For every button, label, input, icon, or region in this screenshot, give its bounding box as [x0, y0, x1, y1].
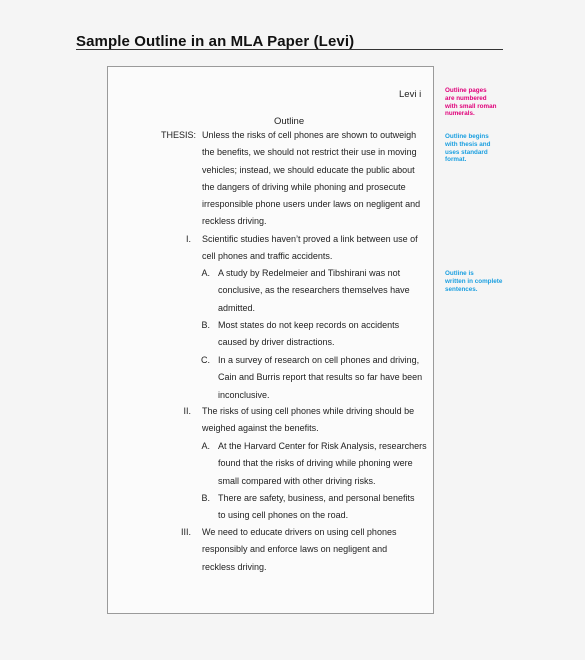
- subsection-line: found that the risks of driving while phoning were: [218, 458, 413, 469]
- annotation-line: uses standard: [445, 148, 488, 156]
- subsection-letter: B.: [201, 493, 210, 503]
- subsection-line: At the Harvard Center for Risk Analysis, researchers: [218, 441, 427, 451]
- subsection-text: [218, 490, 414, 525]
- thesis-line: irresponsible phone users under laws on negligent and: [202, 199, 421, 210]
- document-title: Sample Outline in an MLA Paper (Levi): [76, 33, 355, 50]
- thesis-line: the dangers of driving while phoning and prosecute: [202, 181, 406, 192]
- subsection-line: In a survey of research on cell phones and driving,: [218, 355, 420, 365]
- annotation-line: with small roman: [445, 102, 497, 110]
- thesis-line: the benefits, we should not restrict their use in moving: [202, 147, 417, 158]
- subsection-line: Cain and Burris report that results so far have been: [218, 372, 423, 383]
- subsection-text: [218, 438, 427, 490]
- title-divider: [76, 49, 503, 50]
- section-line: cell phones and traffic accidents.: [202, 251, 333, 262]
- section-line: We need to educate drivers on using cell phones: [202, 527, 397, 537]
- subsection-line: to using cell phones on the road.: [218, 510, 349, 521]
- section-line: weighed against the benefits.: [202, 423, 319, 434]
- thesis-text: [202, 127, 420, 231]
- subsection-line: admitted.: [218, 302, 256, 313]
- annotation-line: written in complete: [445, 277, 503, 285]
- section-numeral: III.: [180, 527, 191, 537]
- annotation-line: numerals.: [445, 110, 475, 118]
- section-line: The risks of using cell phones while driving should be: [202, 406, 415, 416]
- annotation-line: with thesis and: [445, 140, 491, 148]
- section-text: [202, 524, 396, 576]
- subsection-line: inconclusive.: [218, 389, 270, 400]
- subsection-line: There are safety, business, and personal benefits: [218, 493, 415, 503]
- thesis-line: Unless the risks of cell phones are shown to outweigh: [202, 130, 417, 140]
- annotation-line: Outline begins: [445, 133, 489, 140]
- section-text: [202, 403, 414, 438]
- subsection-line: conclusive, as the researchers themselves have: [218, 285, 410, 296]
- annotation-line: are numbered: [445, 94, 487, 102]
- annotation-line: format.: [445, 156, 467, 164]
- subsection-text: [218, 317, 399, 352]
- subsection-letter: A.: [201, 268, 210, 278]
- section-numeral: II.: [183, 406, 191, 416]
- thesis-label: THESIS:: [160, 130, 196, 140]
- section-text: [202, 231, 418, 266]
- section-line: responsibly and enforce laws on negligent and: [202, 544, 388, 555]
- section-line: reckless driving.: [202, 561, 267, 572]
- annotation-thesis-format: [445, 133, 490, 164]
- subsection-letter: A.: [201, 441, 210, 451]
- subsection-text: [218, 265, 410, 317]
- subsection-letter: B.: [201, 320, 210, 330]
- outline-heading: Outline: [274, 116, 305, 127]
- thesis-line: reckless driving.: [202, 216, 267, 227]
- section-line: Scientific studies haven’t proved a link between use of: [202, 234, 418, 244]
- annotation-line: Outline is: [445, 270, 474, 277]
- subsection-line: small compared with other driving risks.: [218, 475, 376, 486]
- subsection-letter: C.: [201, 355, 210, 365]
- annotation-roman-numerals: [445, 87, 496, 118]
- thesis-line: vehicles; instead, we should educate the public about: [202, 164, 415, 175]
- annotation-line: sentences.: [445, 285, 478, 293]
- running-head: Levi i: [399, 89, 422, 100]
- section-numeral: I.: [185, 234, 191, 244]
- annotation-line: Outline pages: [445, 87, 487, 94]
- annotation-complete-sentences: [445, 270, 502, 293]
- subsection-line: A study by Redelmeier and Tibshirani was not: [218, 268, 401, 278]
- subsection-line: caused by driver distractions.: [218, 337, 335, 348]
- subsection-line: Most states do not keep records on accidents: [218, 320, 400, 330]
- subsection-text: [218, 352, 422, 404]
